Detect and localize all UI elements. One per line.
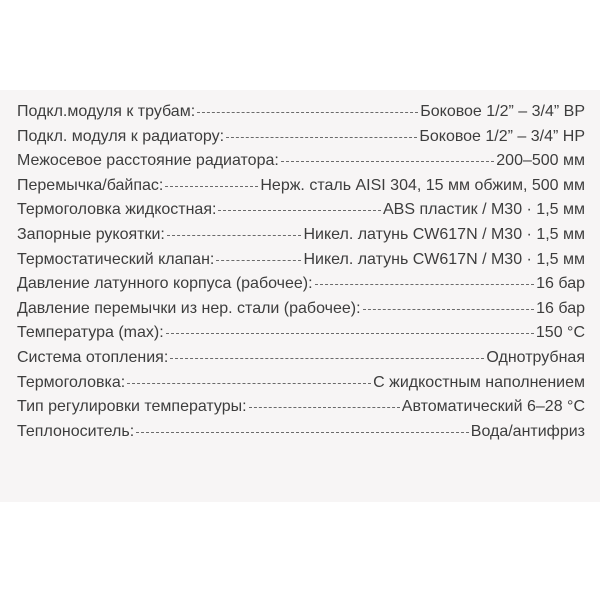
dotted-leader xyxy=(218,210,381,211)
spec-value: Автоматический 6–28 °С xyxy=(401,398,585,416)
spec-label: Перемычка/байпас: xyxy=(17,176,164,194)
spec-value: 16 бар xyxy=(536,275,585,293)
spec-value: Никел. латунь CW617N / М30 · 1,5 мм xyxy=(303,225,585,243)
dotted-leader xyxy=(281,161,494,162)
spec-label: Межосевое расстояние радиатора: xyxy=(17,152,279,170)
dotted-leader xyxy=(167,235,302,236)
spec-row xyxy=(17,324,585,349)
spec-row xyxy=(17,423,585,448)
spec-value: Никел. латунь CW617N / М30 · 1,5 мм xyxy=(303,250,585,268)
spec-label: Теплоноситель: xyxy=(17,422,135,440)
dotted-leader xyxy=(170,358,484,359)
spec-value: С жидкостным наполнением xyxy=(373,373,585,391)
spec-row xyxy=(17,349,585,374)
spec-label: Температура (max): xyxy=(17,324,164,342)
dotted-leader xyxy=(249,407,400,408)
spec-label: Подкл.модуля к трубам: xyxy=(17,103,196,120)
spec-value: Вода/антифриз xyxy=(470,422,585,440)
spec-value: Боковое 1/2” – 3/4” НР xyxy=(419,127,585,145)
spec-value: ABS пластик / М30 · 1,5 мм xyxy=(383,201,585,219)
dotted-leader xyxy=(226,137,417,138)
spec-row xyxy=(17,398,585,423)
spec-row xyxy=(17,128,585,153)
spec-label: Давление перемычки из нер. стали (рабочее): xyxy=(17,299,361,317)
spec-value: 150 °С xyxy=(535,324,585,342)
dotted-leader xyxy=(166,333,534,334)
spec-row xyxy=(17,177,585,202)
spec-label: Термостатический клапан: xyxy=(17,250,215,268)
dotted-leader xyxy=(363,309,535,310)
dotted-leader xyxy=(315,284,535,285)
spec-value: Однотрубная xyxy=(486,348,585,366)
dotted-leader xyxy=(127,383,371,384)
spec-value: Нерж. сталь AISI 304, 15 мм обжим, 500 мм xyxy=(260,176,585,194)
spec-label: Система отопления: xyxy=(17,348,169,366)
spec-row xyxy=(17,251,585,276)
spec-row xyxy=(17,103,585,128)
dotted-leader xyxy=(136,432,469,433)
spec-value: Боковое 1/2” – 3/4” ВР xyxy=(420,103,585,120)
spec-label: Давление латунного корпуса (рабочее): xyxy=(17,275,313,293)
spec-label: Термоголовка: xyxy=(17,373,126,391)
spec-label: Подкл. модуля к радиатору: xyxy=(17,127,225,145)
spec-value: 200–500 мм xyxy=(496,152,585,170)
dotted-leader xyxy=(216,260,301,261)
dotted-leader xyxy=(197,112,418,113)
spec-row xyxy=(17,300,585,325)
spec-list xyxy=(17,103,585,447)
spec-row xyxy=(17,275,585,300)
spec-value: 16 бар xyxy=(536,299,585,317)
spec-label: Термоголовка жидкостная: xyxy=(17,201,217,219)
dotted-leader xyxy=(165,186,258,187)
spec-row xyxy=(17,226,585,251)
spec-row xyxy=(17,374,585,399)
spec-row xyxy=(17,201,585,226)
spec-row xyxy=(17,152,585,177)
spec-label: Тип регулировки температуры: xyxy=(17,398,247,416)
spec-label: Запорные рукоятки: xyxy=(17,225,165,243)
